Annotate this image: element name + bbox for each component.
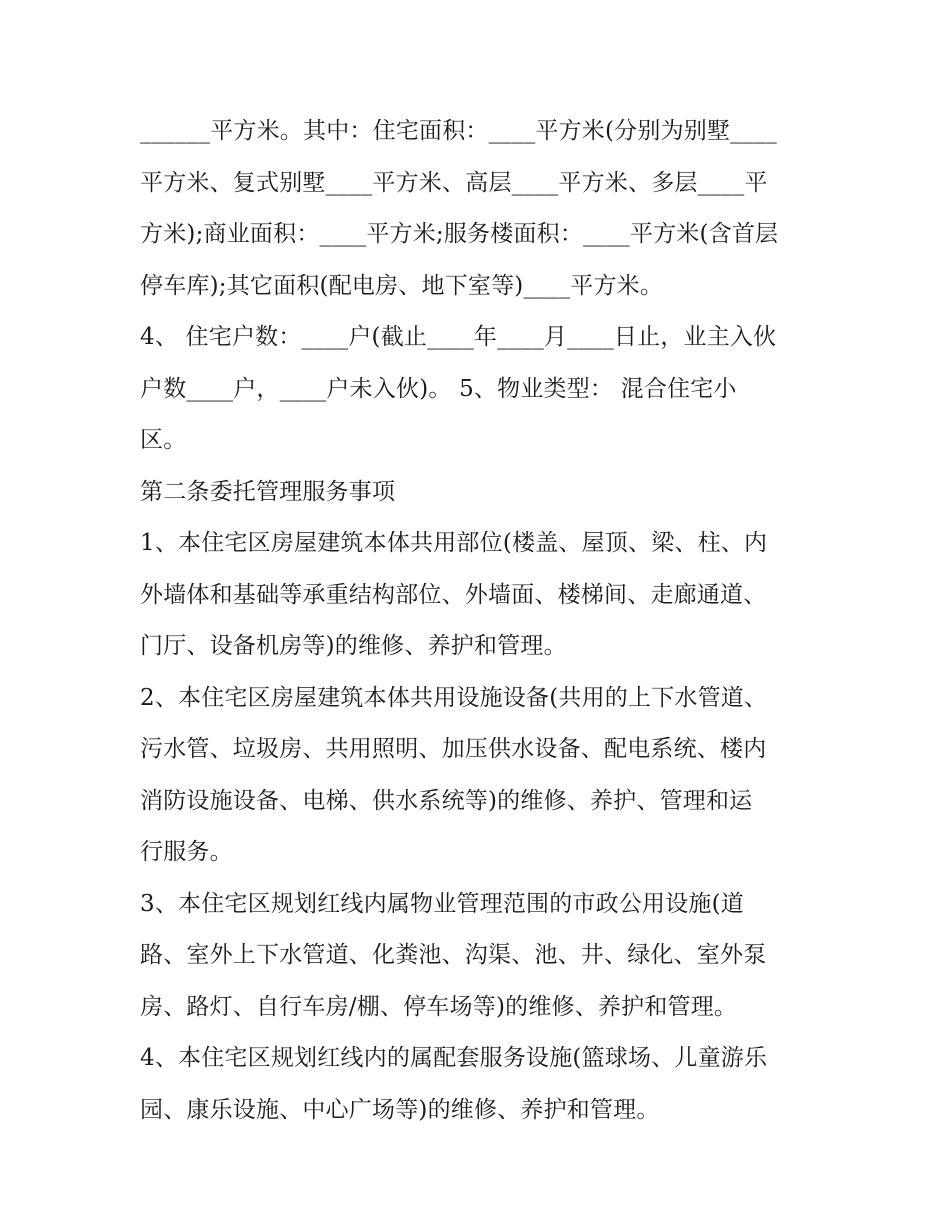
text-line-property-type-end: 区。 <box>140 427 187 453</box>
text-line-area-breakdown: 平方米、复式别墅____平方米、高层____平方米、多层____平 <box>140 169 768 196</box>
text-line-item-2-c: 消防设施设备、电梯、供水系统等)的维修、养护、管理和运 <box>140 787 753 814</box>
text-line-item-3-a: 3、本住宅区规划红线内属物业管理范围的市政公用设施(道 <box>140 890 745 917</box>
text-line-area-summary: ______平方米。其中：住宅面积：____平方米(分别为别墅____ <box>140 118 777 144</box>
text-line-item-3-b: 路、室外上下水管道、化粪池、沟渠、池、井、绿化、室外泵 <box>140 942 767 968</box>
text-line-commercial-area: 方米);商业面积：____平方米;服务楼面积：____平方米(含首层 <box>140 221 779 247</box>
text-line-item-4-b: 园、康乐设施、中心广场等)的维修、养护和管理。 <box>140 1096 660 1123</box>
text-line-household-count: 4、 住宅户数：____户(截止____年____月____日止，业主入伙 <box>140 324 777 350</box>
text-line-other-area: 停车库);其它面积(配电房、地下室等)____平方米。 <box>140 272 664 299</box>
text-line-item-2-d: 行服务。 <box>140 839 233 865</box>
document-body <box>140 106 820 1136</box>
text-line-item-1-a: 1、本住宅区房屋建筑本体共用部位(楼盖、屋顶、梁、柱、内 <box>140 530 768 556</box>
text-line-item-2-a: 2、本住宅区房屋建筑本体共用设施设备(共用的上下水管道、 <box>140 684 768 711</box>
text-line-item-4-a: 4、本住宅区规划红线内的属配套服务设施(篮球场、儿童游乐 <box>140 1045 768 1071</box>
text-line-occupancy: 户数____户，____户未入伙)。 5、物业类型： 混合住宅小 <box>140 375 737 402</box>
section-heading-article-2: 第二条委托管理服务事项 <box>140 478 396 505</box>
text-line-item-1-b: 外墙体和基础等承重结构部位、外墙面、楼梯间、走廊通道、 <box>140 581 767 608</box>
text-line-item-3-c: 房、路灯、自行车房/棚、停车场等)的维修、养护和管理。 <box>140 993 738 1020</box>
text-line-item-2-b: 污水管、垃圾房、共用照明、加压供水设备、配电系统、楼内 <box>140 736 767 762</box>
text-line-item-1-c: 门厅、设备机房等)的维修、养护和管理。 <box>140 633 567 659</box>
